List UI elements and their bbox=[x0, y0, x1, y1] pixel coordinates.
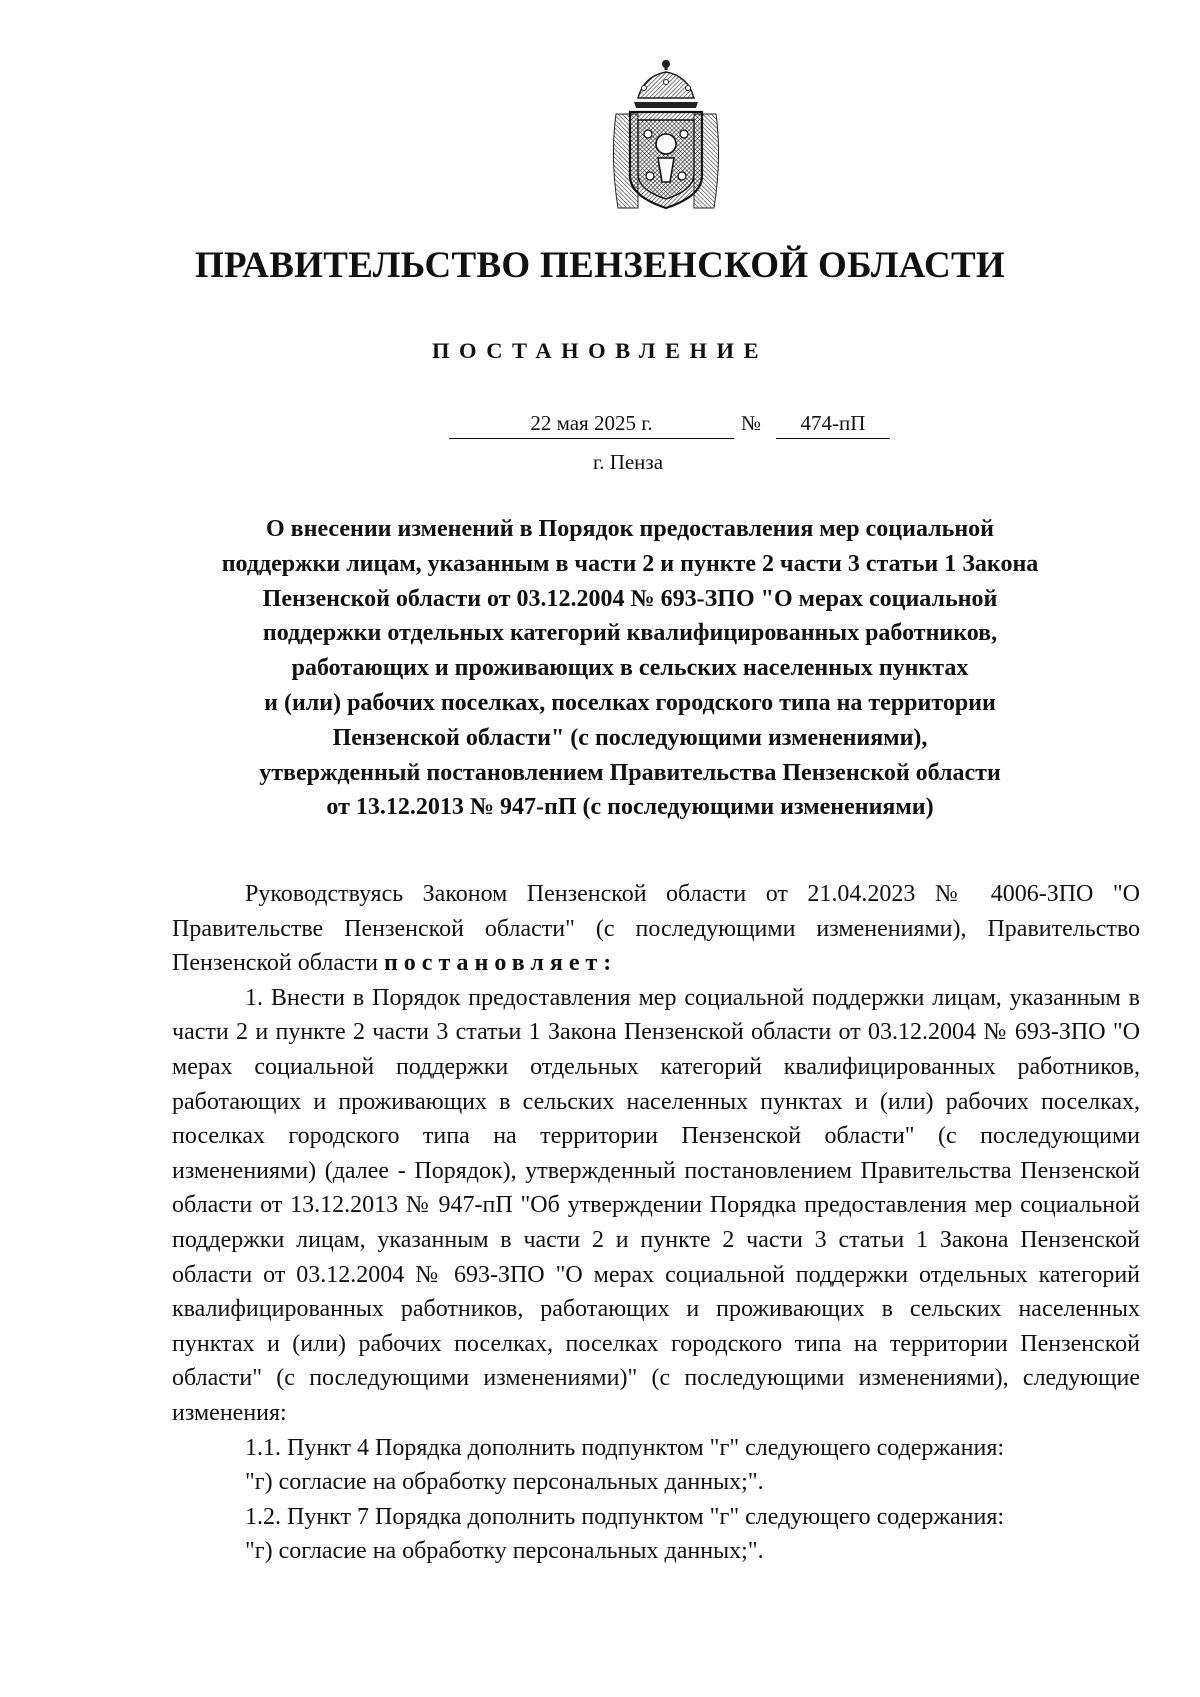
organization-title: ПРАВИТЕЛЬСТВО ПЕНЗЕНСКОЙ ОБЛАСТИ bbox=[194, 245, 1006, 286]
decree-word: постановляет: bbox=[383, 950, 618, 977]
subject-line: поддержки лицам, указанным в части 2 и пункте 2 части 3 статьи 1 Закона bbox=[221, 550, 1039, 577]
item-1-1-quote: "г) согласие на обработку персональных данных;". bbox=[245, 1469, 764, 1496]
subject-line: утвержденный постановлением Правительства Пензенской области bbox=[259, 759, 1001, 786]
document-date: 22 мая 2025 г. bbox=[449, 410, 734, 439]
penza-coat-of-arms-icon bbox=[608, 58, 724, 214]
document-type-heading: ПОСТАНОВЛЕНИЕ bbox=[431, 338, 769, 363]
item-1-2-quote: "г) согласие на обработку персональных данных;". bbox=[245, 1538, 764, 1565]
subject-line: Пензенской области от 03.12.2004 № 693-ЗПО "О мерах социальной bbox=[262, 585, 998, 612]
subject-line: от 13.12.2013 № 947-пП (с последующими изменениями) bbox=[326, 794, 934, 821]
item-1-1-paragraph: 1.1. Пункт 4 Порядка дополнить подпунктом "г" следующего содержания: bbox=[245, 1434, 1005, 1461]
document-number: 474-пП bbox=[776, 410, 890, 439]
number-sign: № bbox=[741, 411, 762, 435]
item-1-paragraph: 1. Внести в Порядок предоставления мер социальной поддержки лицам, указанным в части 2 и пункте 2 части 3 статьи 1 Закона Пензенской области от 03.12.2004 № 693-ЗПО "О мерах социальной поддержки отдельных категорий квалифицированных работников, работающих и проживающих в сельских населенных пунктах и (или) рабочих поселках, поселках городского типа на территории Пензенской области" (с последующими изменениями) (далее - Порядок), утвержденный постановлением Правительства Пензенской области от 13.12.2013 № 947-пП "Об утверждении Порядка предоставления мер социальной поддержки лицам, указанным в части 2 и пункте 2 части 3 статьи 1 Закона Пензенской области от 03.12.2004 № 693-ЗПО "О мерах социальной поддержки отдельных категорий квалифицированных работников, работающих и проживающих в сельских населенных пунктах и (или) рабочих поселках, поселках городского типа на территории Пензенской области" (с последующими изменениями)" (с последующими изменениями), следующие изменения: bbox=[172, 984, 1140, 1426]
subject-line: Пензенской области" (с последующими изменениями), bbox=[332, 724, 928, 751]
document-city: г. Пенза bbox=[592, 450, 664, 474]
subject-line: О внесении изменений в Порядок предоставления мер социальной bbox=[266, 516, 994, 542]
document-body bbox=[172, 877, 1140, 1569]
document-subject bbox=[150, 512, 1110, 825]
subject-line: работающих и проживающих в сельских населенных пунктах bbox=[291, 655, 969, 682]
preamble-paragraph bbox=[172, 877, 1140, 981]
item-1-2-paragraph: 1.2. Пункт 7 Порядка дополнить подпунктом "г" следующего содержания: bbox=[245, 1503, 1005, 1530]
subject-line: поддержки отдельных категорий квалифицированных работников, bbox=[262, 620, 998, 647]
preamble-text: Руководствуясь Законом Пензенской области от 21.04.2023 № 4006-ЗПО "О Правительстве Пензенской области" (с последующими изменениями), Правительство Пензенской области bbox=[172, 881, 1140, 977]
subject-line: и (или) рабочих поселках, поселках городского типа на территории bbox=[264, 689, 996, 716]
